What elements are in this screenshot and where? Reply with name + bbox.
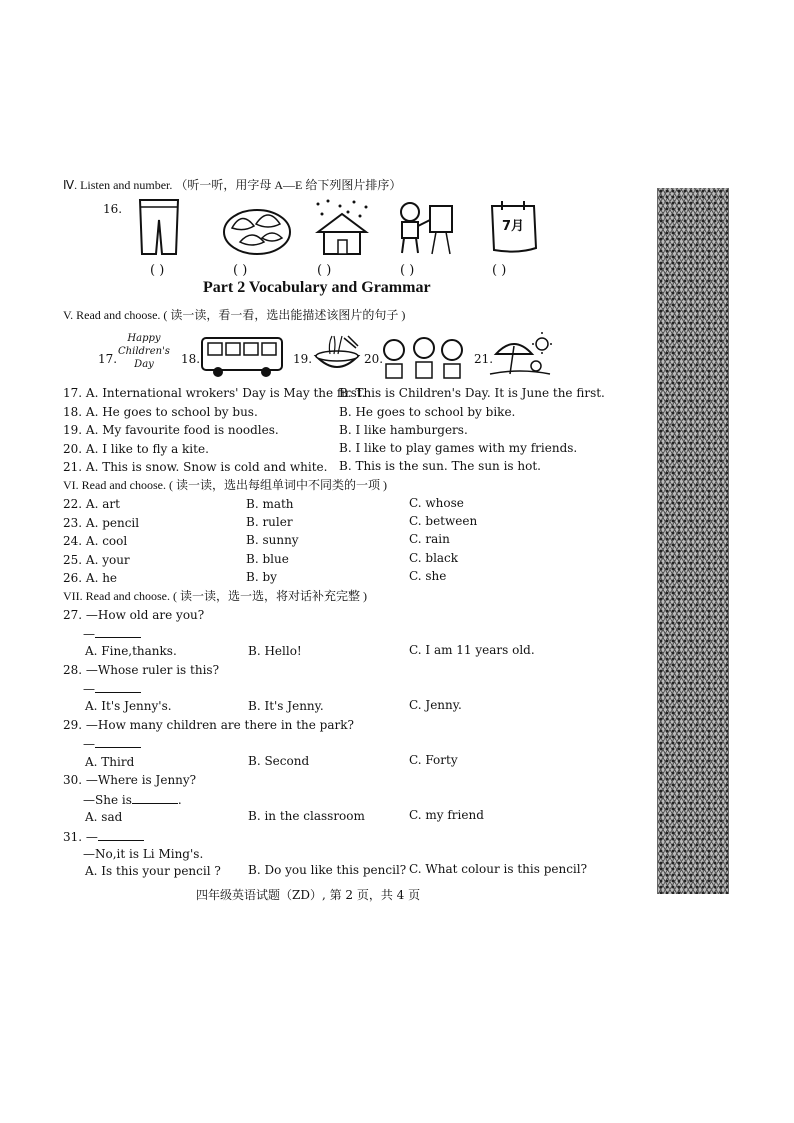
q30-prefix: —She is (83, 793, 132, 807)
page-footer: 四年级英语试题（ZD）, 第 2 页，共 4 页 (196, 888, 421, 902)
card-line-3: Day (134, 359, 154, 370)
q29-option-a: A. Third (85, 755, 135, 769)
q31-question (63, 829, 144, 844)
shorts-icon (138, 198, 180, 256)
bus-icon (200, 336, 284, 378)
q28-dash: — (83, 682, 95, 696)
q31-option-a: A. Is this your pencil ? (85, 864, 221, 878)
q17-option-a: 17. A. International wrokers' Day is May the first. (63, 386, 366, 400)
q20-option-b: B. I like to play games with my friends. (339, 441, 578, 455)
q20-option-a: 20. A. I like to fly a kite. (63, 442, 209, 456)
pic-number-20: 20. (364, 352, 384, 366)
q24-option-c: C. rain (409, 532, 450, 546)
q31-option-b: B. Do you like this pencil? (248, 863, 407, 877)
q19-option-b: B. I like hamburgers. (339, 423, 468, 437)
q23-option-c: C. between (409, 514, 478, 528)
calendar-july-icon (488, 198, 540, 256)
paren-1: ( ) (150, 263, 165, 278)
section-6-header: VI. Read and choose. ( 读一读，选出每组单词中不同类的一项 ) (63, 478, 387, 492)
q19-option-a: 19. A. My favourite food is noodles. (63, 423, 279, 437)
q21-option-a: 21. A. This is snow. Snow is cold and white. (63, 460, 328, 474)
q23-option-b: B. ruler (246, 515, 293, 529)
q22-option-a: 22. A. art (63, 497, 120, 511)
q18-option-a: 18. A. He goes to school by bus. (63, 405, 258, 419)
q30-question: 30. —Where is Jenny? (63, 773, 197, 787)
q27-option-a: A. Fine,thanks. (85, 644, 177, 658)
paren-3: ( ) (317, 263, 332, 278)
question-16-number: 16. (103, 202, 123, 216)
q24-option-b: B. sunny (246, 533, 299, 547)
q31-blank[interactable] (98, 829, 144, 841)
q26-option-c: C. she (409, 569, 447, 583)
q27-question: 27. —How old are you? (63, 608, 205, 622)
q29-option-b: B. Second (248, 754, 310, 768)
q27-answer-line (83, 626, 141, 641)
q25-option-c: C. black (409, 551, 459, 565)
dumplings-icon (222, 198, 292, 256)
card-line-2: Children's (118, 346, 170, 357)
q29-answer-line (83, 736, 141, 751)
q22-option-b: B. math (246, 497, 294, 511)
q27-option-c: C. I am 11 years old. (409, 643, 535, 657)
card-line-1: Happy (127, 333, 161, 344)
q18-option-b: B. He goes to school by bike. (339, 405, 516, 419)
q31-reply: —No,it is Li Ming's. (83, 847, 204, 861)
paren-2: ( ) (233, 263, 248, 278)
q30-option-c: C. my friend (409, 808, 484, 822)
q22-option-c: C. whose (409, 496, 464, 510)
q25-option-b: B. blue (246, 552, 289, 566)
q26-option-a: 26. A. he (63, 571, 118, 585)
section-5-header: V. Read and choose. ( 读一读，看一看，选出能描述该图片的句子 ) (63, 308, 406, 322)
pic-number-18: 18. (181, 352, 201, 366)
q26-option-b: B. by (246, 570, 277, 584)
calendar-label: 7月 (502, 219, 525, 234)
q29-dash: — (83, 737, 95, 751)
q25-option-a: 25. A. your (63, 553, 130, 567)
q23-option-a: 23. A. pencil (63, 516, 140, 530)
q28-option-b: B. It's Jenny. (248, 699, 324, 713)
q27-option-b: B. Hello! (248, 644, 302, 658)
pic-number-19: 19. (293, 352, 313, 366)
pic-number-21: 21. (474, 352, 494, 366)
q31-option-c: C. What colour is this pencil? (409, 862, 588, 876)
childrens-day-card (113, 332, 175, 380)
painting-boy-icon (394, 198, 456, 256)
q30-answer-line (83, 792, 182, 807)
paren-5: ( ) (492, 263, 507, 278)
q30-option-b: B. in the classroom (248, 809, 365, 823)
q24-option-a: 24. A. cool (63, 534, 128, 548)
beach-sun-icon (490, 332, 552, 378)
q28-option-c: C. Jenny. (409, 698, 462, 712)
children-playing-icon (380, 334, 468, 380)
q31-prefix: 31. — (63, 830, 98, 844)
q30-period: . (177, 793, 182, 807)
snowy-house-icon (312, 198, 372, 256)
q28-option-a: A. It's Jenny's. (85, 699, 172, 713)
q27-blank[interactable] (95, 626, 141, 638)
section-4-header: Ⅳ. Listen and number. （听一听，用字母 A—E 给下列图片排序） (63, 178, 402, 192)
section-7-header: VII. Read and choose. ( 读一读，选一选，将对话补充完整 ) (63, 589, 367, 603)
q30-blank[interactable] (132, 792, 178, 804)
part-2-title: Part 2 Vocabulary and Grammar (203, 279, 431, 296)
q28-blank[interactable] (95, 681, 141, 693)
q29-question: 29. —How many children are there in the park? (63, 718, 354, 732)
paren-4: ( ) (400, 263, 415, 278)
q30-option-a: A. sad (85, 810, 123, 824)
q29-option-c: C. Forty (409, 753, 458, 767)
q28-answer-line (83, 681, 141, 696)
side-pattern-strip (657, 188, 729, 894)
q27-dash: — (83, 627, 95, 641)
q29-blank[interactable] (95, 736, 141, 748)
pic-number-17: 17. (98, 352, 118, 366)
noodles-icon (312, 334, 362, 378)
q21-option-b: B. This is the sun. The sun is hot. (339, 459, 541, 473)
q17-option-b: B. This is Children's Day. It is June the first. (339, 386, 605, 400)
q28-question: 28. —Whose ruler is this? (63, 663, 220, 677)
